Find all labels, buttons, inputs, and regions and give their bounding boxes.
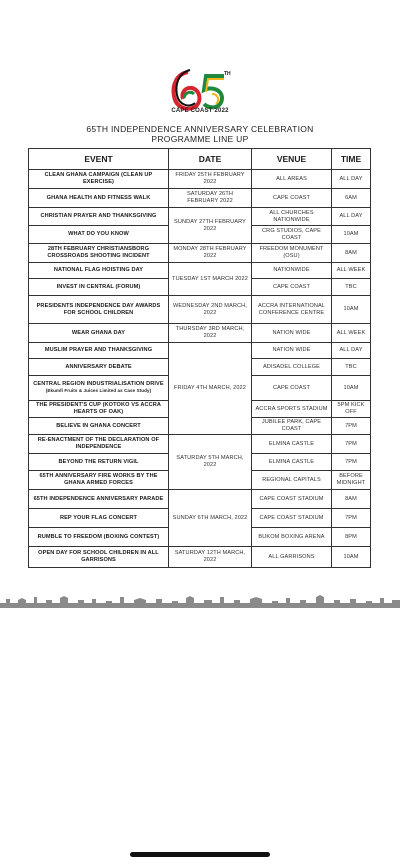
table-row bbox=[29, 244, 371, 263]
logo-suffix: TH bbox=[224, 71, 231, 77]
time-cell: 5PM KICK OFF bbox=[332, 401, 371, 418]
home-indicator[interactable] bbox=[130, 852, 270, 857]
time-cell: 8AM bbox=[332, 244, 371, 263]
header-time: TIME bbox=[332, 149, 371, 170]
event-cell: 65TH ANNIVERSARY FIRE WORKS BY THE GHANA ARMED FORCES bbox=[29, 471, 169, 490]
time-cell: TBC bbox=[332, 359, 371, 376]
time-cell: BEFORE MIDNIGHT bbox=[332, 471, 371, 490]
event-cell: NATIONAL FLAG HOISTING DAY bbox=[29, 263, 169, 279]
venue-cell: ADISADEL COLLEGE bbox=[252, 359, 332, 376]
time-cell: ALL WEEK bbox=[332, 263, 371, 279]
venue-cell: ACCRA SPORTS STADIUM bbox=[252, 401, 332, 418]
time-cell: 7PM bbox=[332, 435, 371, 454]
date-cell: SATURDAY 26TH FEBRUARY 2022 bbox=[169, 189, 252, 208]
table-row bbox=[29, 263, 371, 279]
time-cell: TBC bbox=[332, 279, 371, 296]
time-cell: ALL WEEK bbox=[332, 324, 371, 343]
table-row bbox=[29, 435, 371, 454]
event-cell: BELIEVE IN GHANA CONCERT bbox=[29, 418, 169, 435]
programme-table bbox=[28, 148, 371, 568]
table-row bbox=[29, 343, 371, 359]
header-event: EVENT bbox=[29, 149, 169, 170]
event-cell: RE-ENACTMENT OF THE DECLARATION OF INDEPENDENCE bbox=[29, 435, 169, 454]
time-cell: ALL DAY bbox=[332, 343, 371, 359]
venue-cell: NATION WIDE bbox=[252, 324, 332, 343]
title-line-2: PROGRAMME LINE UP bbox=[151, 134, 249, 144]
page-title bbox=[40, 124, 360, 144]
date-cell: SATURDAY 5TH MARCH, 2022 bbox=[169, 435, 252, 490]
event-cell: WHAT DO YOU KNOW bbox=[29, 226, 169, 244]
event-note: (Ekumfi Fruits & Juices Limited as Case Study) bbox=[45, 388, 152, 393]
header-date: DATE bbox=[169, 149, 252, 170]
venue-cell: NATIONWIDE bbox=[252, 263, 332, 279]
time-cell: ALL DAY bbox=[332, 208, 371, 226]
event-cell: ANNIVERSARY DEBATE bbox=[29, 359, 169, 376]
date-cell: WEDNESDAY 2ND MARCH, 2022 bbox=[169, 296, 252, 324]
city-skyline-illustration bbox=[0, 594, 400, 608]
programme-document bbox=[0, 48, 400, 613]
table-row bbox=[29, 490, 371, 509]
event-cell: 65TH INDEPENDENCE ANNIVERSARY PARADE bbox=[29, 490, 169, 509]
table-row bbox=[29, 208, 371, 226]
date-cell: TUESDAY 1ST MARCH 2022 bbox=[169, 263, 252, 296]
event-cell: 28TH FEBRUARY CHRISTIANSBORG CROSSROADS SHOOTING INCIDENT bbox=[29, 244, 169, 263]
venue-cell: CAPE COAST bbox=[252, 189, 332, 208]
date-cell: SUNDAY 27TH FEBRUARY 2022 bbox=[169, 208, 252, 244]
venue-cell: ALL AREAS bbox=[252, 170, 332, 189]
time-cell: 6AM bbox=[332, 189, 371, 208]
time-cell: 7PM bbox=[332, 454, 371, 471]
venue-cell: ELMINA CASTLE bbox=[252, 435, 332, 454]
time-cell: 10AM bbox=[332, 547, 371, 568]
event-cell: BEYOND THE RETURN VIGIL bbox=[29, 454, 169, 471]
table-row bbox=[29, 189, 371, 208]
venue-cell: REGIONAL CAPITALS bbox=[252, 471, 332, 490]
title-line-1: 65TH INDEPENDENCE ANNIVERSARY CELEBRATION bbox=[86, 124, 314, 134]
event-cell: GHANA HEALTH AND FITNESS WALK bbox=[29, 189, 169, 208]
time-cell: 7PM bbox=[332, 418, 371, 435]
table-header-row bbox=[29, 149, 371, 170]
date-cell: FRIDAY 4TH MARCH, 2022 bbox=[169, 343, 252, 435]
event-cell: RUMBLE TO FREEDOM (BOXING CONTEST) bbox=[29, 528, 169, 547]
venue-cell: ALL CHURCHES NATIONWIDE bbox=[252, 208, 332, 226]
time-cell: 10AM bbox=[332, 376, 371, 401]
venue-cell: CAPE COAST STADIUM bbox=[252, 509, 332, 528]
venue-cell: CAPE COAST STADIUM bbox=[252, 490, 332, 509]
date-cell: SATURDAY 12TH MARCH, 2022 bbox=[169, 547, 252, 568]
event-title: CENTRAL REGION INDUSTRIALISATION DRIVE bbox=[33, 381, 164, 388]
time-cell: 10AM bbox=[332, 296, 371, 324]
table-row bbox=[29, 296, 371, 324]
date-cell: FRIDAY 25TH FEBRUARY 2022 bbox=[169, 170, 252, 189]
venue-cell: FREEDOM MONUMENT (OSU) bbox=[252, 244, 332, 263]
time-cell: 10AM bbox=[332, 226, 371, 244]
date-cell: MONDAY 28TH FEBRUARY 2022 bbox=[169, 244, 252, 263]
event-cell: PRESIDENTS INDEPENDENCE DAY AWARDS FOR SCHOOL CHILDREN bbox=[29, 296, 169, 324]
venue-cell: BUKOM BOXING ARENA bbox=[252, 528, 332, 547]
event-cell: CLEAN GHANA CAMPAIGN (CLEAN UP EXERCISE) bbox=[29, 170, 169, 189]
event-cell: REP YOUR FLAG CONCERT bbox=[29, 509, 169, 528]
venue-cell: CRG STUDIOS, CAPE COAST bbox=[252, 226, 332, 244]
time-cell: 8AM bbox=[332, 490, 371, 509]
date-cell: THURSDAY 3RD MARCH, 2022 bbox=[169, 324, 252, 343]
venue-cell: JUBILEE PARK, CAPE COAST bbox=[252, 418, 332, 435]
event-cell: INVEST IN CENTRAL (FORUM) bbox=[29, 279, 169, 296]
venue-cell: ELMINA CASTLE bbox=[252, 454, 332, 471]
time-cell: 8PM bbox=[332, 528, 371, 547]
venue-cell: NATION WIDE bbox=[252, 343, 332, 359]
event-cell bbox=[29, 376, 169, 401]
event-cell: CHRISTIAN PRAYER AND THANKSGIVING bbox=[29, 208, 169, 226]
time-cell: 7PM bbox=[332, 509, 371, 528]
venue-cell: CAPE COAST bbox=[252, 376, 332, 401]
event-cell: WEAR GHANA DAY bbox=[29, 324, 169, 343]
table-row bbox=[29, 170, 371, 189]
time-cell: ALL DAY bbox=[332, 170, 371, 189]
venue-cell: ACCRA INTERNATIONAL CONFERENCE CENTRE bbox=[252, 296, 332, 324]
event-cell: MUSLIM PRAYER AND THANKSGIVING bbox=[29, 343, 169, 359]
date-cell: SUNDAY 6TH MARCH, 2022 bbox=[169, 490, 252, 547]
venue-cell: CAPE COAST bbox=[252, 279, 332, 296]
event-cell: OPEN DAY FOR SCHOOL CHILDREN IN ALL GARRISONS bbox=[29, 547, 169, 568]
logo-caption: CAPE COAST 2022 bbox=[171, 108, 229, 114]
screen-top-area bbox=[0, 0, 400, 48]
header-venue: VENUE bbox=[252, 149, 332, 170]
table-row bbox=[29, 324, 371, 343]
venue-cell: ALL GARRISONS bbox=[252, 547, 332, 568]
event-cell: THE PRESIDENT'S CUP (KOTOKO VS ACCRA HEARTS OF OAK) bbox=[29, 401, 169, 418]
table-row bbox=[29, 547, 371, 568]
